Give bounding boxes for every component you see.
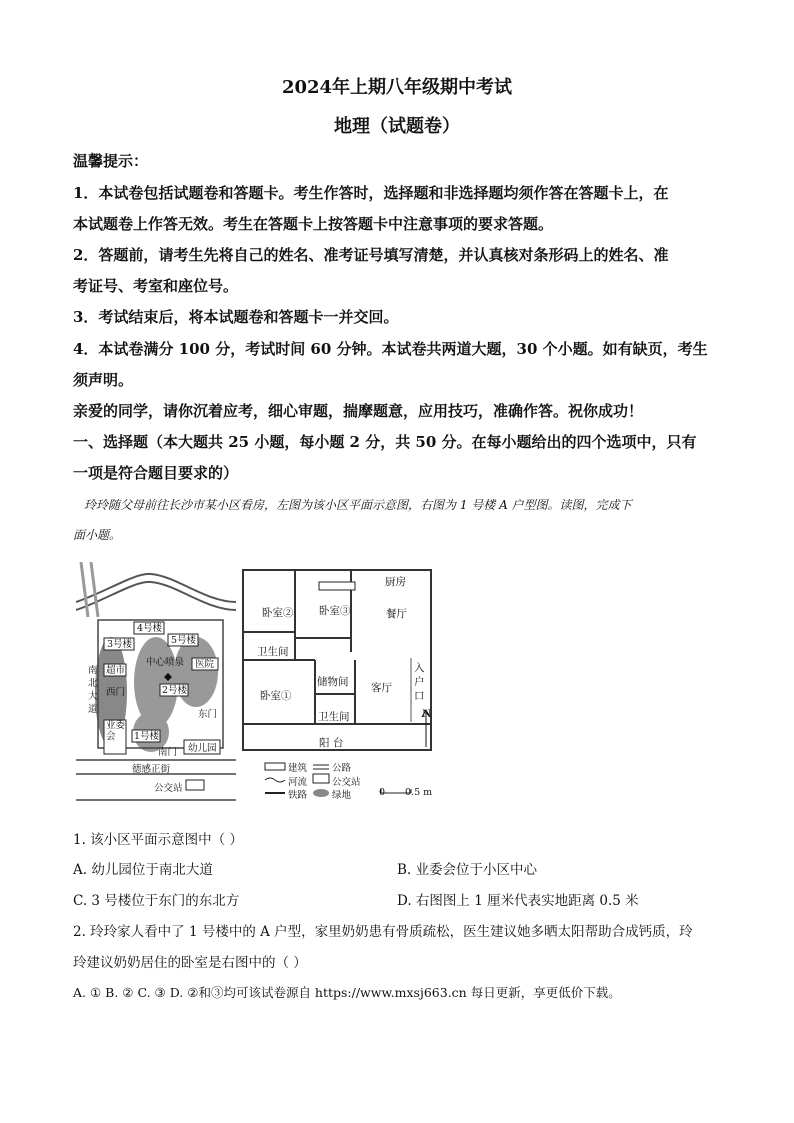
map-building: 5号楼 bbox=[171, 635, 197, 646]
map-building: 超市 bbox=[106, 665, 126, 676]
plan-balcony: 阳 台 bbox=[319, 737, 344, 749]
map-bus-stop: 公交站 bbox=[154, 783, 183, 794]
plan-room: 厨房 bbox=[385, 576, 406, 588]
question-1-option-b: B. 业委会位于小区中心 bbox=[397, 862, 538, 878]
notice-line: 考证号、考室和座位号。 bbox=[73, 277, 239, 295]
plan-room: 储物间 bbox=[317, 676, 349, 688]
section-heading: 一、选择题（本大题共 25 小题，每小题 2 分，共 50 分。在每小题给出的四个选项中，只有 bbox=[73, 433, 697, 451]
figure bbox=[76, 562, 436, 807]
map-road-south: 德感正街 bbox=[132, 764, 171, 775]
plan-room: 卫生间 bbox=[257, 646, 289, 658]
scale-label: 0.5 m bbox=[405, 787, 433, 798]
question-1-option-a: A. 幼儿园位于南北大道 bbox=[73, 862, 213, 878]
intro-line: 玲玲随父母前往长沙市某小区看房，左图为该小区平面示意图，右图为 1 号楼 A 户型图。读图，完成下 bbox=[84, 498, 632, 512]
notice-line: 4．本试卷满分 100 分，考试时间 60 分钟。本试卷共两道大题，30 个小题。如有缺页，考生 bbox=[73, 340, 708, 358]
legend-label: 建筑 bbox=[288, 763, 308, 774]
map-road-west: 道 bbox=[88, 704, 98, 715]
plan-room: 卧室② bbox=[262, 607, 294, 619]
intro-line: 面小题。 bbox=[73, 528, 122, 542]
map-building: 西门 bbox=[106, 687, 126, 698]
legend-label: 铁路 bbox=[288, 790, 308, 801]
map-road-west: 南 bbox=[88, 665, 98, 676]
plan-entrance: 户 bbox=[414, 676, 425, 688]
plan-entrance: 入 bbox=[414, 662, 425, 674]
question-2-options: A. ① B. ② C. ③ D. ②和③均可该试卷源自 https://www.mxsj663.cn 每日更新，享更低价下载。 bbox=[73, 985, 621, 1000]
legend-label: 公交站 bbox=[332, 777, 361, 788]
notice-heading: 温馨提示： bbox=[73, 152, 149, 170]
map-building: 东门 bbox=[198, 709, 218, 720]
question-2-stem: 2. 玲玲家人看中了 1 号楼中的 A 户型，家里奶奶患有骨质疏松，医生建议她多晒太阳帮助合成钙质，玲 bbox=[73, 924, 693, 940]
map-building: 业委会 bbox=[106, 720, 126, 742]
map-building: 2号楼 bbox=[162, 685, 188, 696]
question-1-stem: 1. 该小区平面示意图中（ ） bbox=[73, 832, 243, 848]
exam-title: 2024年上期八年级期中考试 bbox=[281, 77, 513, 98]
map-building: 4号楼 bbox=[137, 623, 163, 634]
notice-line: 1．本试卷包括试题卷和答题卡。考生作答时，选择题和非选择题均须作答在答题卡上，在 bbox=[73, 184, 669, 202]
plan-room: 卧室③ bbox=[319, 605, 351, 617]
map-road-west: 北 bbox=[88, 678, 98, 689]
plan-room: 客厅 bbox=[371, 682, 392, 694]
notice-encouragement: 亲爱的同学，请你沉着应考，细心审题，揣摩题意，应用技巧，准确作答。祝你成功！ bbox=[73, 402, 644, 420]
legend-label: 绿地 bbox=[332, 790, 352, 801]
question-2-stem: 玲建议奶奶居住的卧室是右图中的（ ） bbox=[73, 955, 307, 971]
plan-room: 卫生间 bbox=[318, 711, 350, 723]
map-building: 1号楼 bbox=[134, 731, 160, 742]
question-1-option-d: D. 右图图上 1 厘米代表实地距离 0.5 米 bbox=[397, 893, 639, 909]
map-building: 医院 bbox=[195, 659, 215, 670]
notice-line: 本试题卷上作答无效。考生在答题卡上按答题卡中注意事项的要求答题。 bbox=[73, 215, 554, 233]
exam-subtitle: 地理（试题卷） bbox=[334, 116, 460, 137]
north-icon: N bbox=[422, 708, 432, 720]
notice-line: 3．考试结束后，将本试题卷和答题卡一并交回。 bbox=[73, 308, 399, 326]
scale-zero: 0 bbox=[379, 787, 386, 798]
map-fountain: 中心喷泉 bbox=[146, 657, 185, 668]
map-building: 幼儿园 bbox=[188, 743, 217, 754]
legend-label: 河流 bbox=[288, 777, 308, 788]
map-building: 3号楼 bbox=[107, 639, 133, 650]
map-road-west: 大 bbox=[88, 691, 98, 702]
plan-room: 餐厅 bbox=[386, 608, 407, 620]
notice-line: 须声明。 bbox=[73, 371, 134, 389]
section-heading: 一项是符合题目要求的） bbox=[73, 464, 239, 482]
notice-line: 2．答题前，请考生先将自己的姓名、准考证号填写清楚，并认真核对条形码上的姓名、准 bbox=[73, 246, 669, 264]
plan-entrance: 口 bbox=[414, 690, 425, 702]
plan-room: 卧室① bbox=[260, 690, 292, 702]
question-1-option-c: C. 3 号楼位于东门的东北方 bbox=[73, 893, 240, 909]
legend-label: 公路 bbox=[332, 763, 352, 774]
map-building: 南门 bbox=[158, 747, 178, 758]
